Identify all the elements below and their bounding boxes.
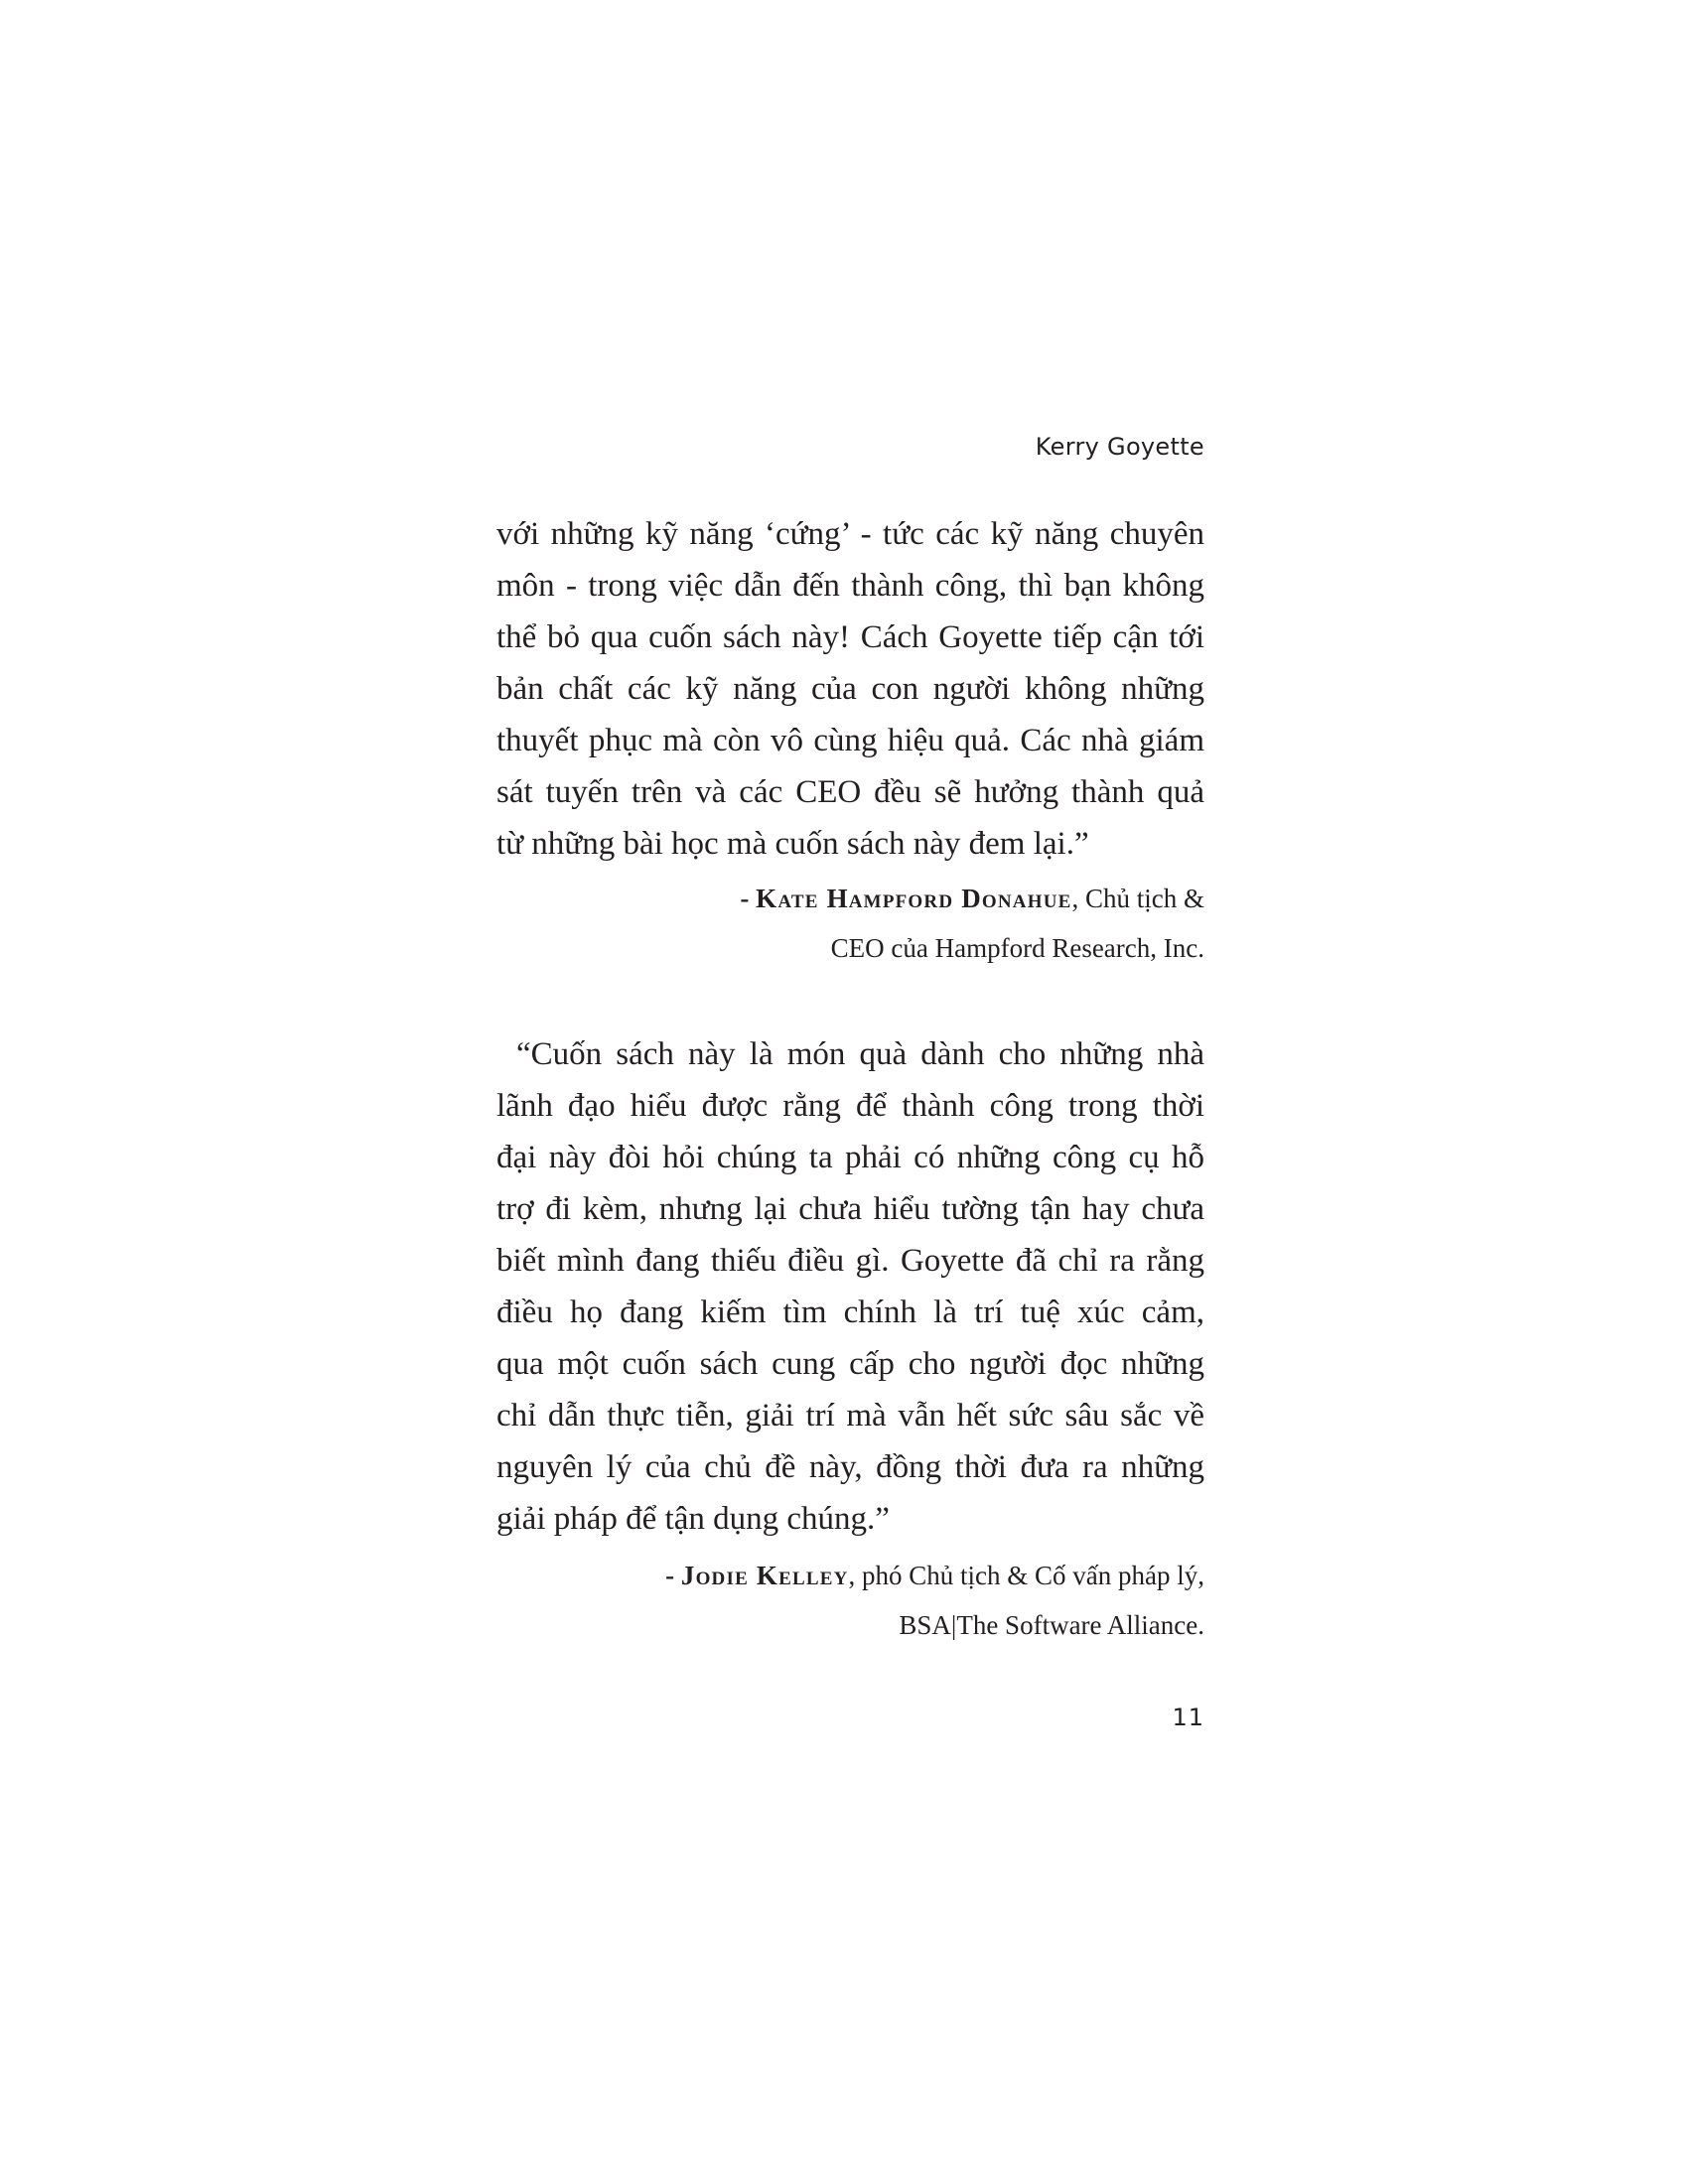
quote-2-line: lãnh đạo hiểu được rằng để thành công trong thời xyxy=(496,1088,1204,1124)
page-number: 11 xyxy=(1172,1704,1204,1731)
quote-1-line: với những kỹ năng ‘cứng’ - tức các kỹ năng chuyên xyxy=(496,516,1204,552)
quote-2-line: “Cuốn sách này là món quà dành cho những nhà xyxy=(516,1036,1204,1072)
attribution-role: , Chủ tịch & xyxy=(1071,884,1204,913)
quote-1-attribution xyxy=(740,874,1204,973)
quote-2-line: trợ đi kèm, nhưng lại chưa hiểu tường tận hay chưa xyxy=(496,1191,1204,1227)
quote-2-body xyxy=(496,1028,1204,1545)
attribution-line xyxy=(665,1551,1204,1600)
running-header-author: Kerry Goyette xyxy=(1035,433,1204,461)
quote-1-line: thể bỏ qua cuốn sách này! Cách Goyette tiếp cận tới xyxy=(496,619,1204,655)
attribution-affiliation: CEO của Hampford Research, Inc. xyxy=(830,933,1204,963)
attribution-line xyxy=(740,874,1204,923)
quote-1-line: môn - trong việc dẫn đến thành công, thì bạn không xyxy=(496,568,1204,604)
quote-1-line: bản chất các kỹ năng của con người không những xyxy=(496,671,1204,707)
quote-2-line: điều họ đang kiếm tìm chính là trí tuệ xúc cảm, xyxy=(496,1295,1204,1330)
quote-1-line: sát tuyến trên và các CEO đều sẽ hưởng thành quả xyxy=(496,774,1204,810)
attribution-affiliation: BSA|The Software Alliance. xyxy=(899,1610,1204,1640)
attribution-dash: - xyxy=(740,884,757,913)
quote-2-line: nguyên lý của chủ đề này, đồng thời đưa ra những xyxy=(496,1449,1204,1485)
quote-2-line: đại này đòi hỏi chúng ta phải có những công cụ hỗ xyxy=(496,1140,1204,1175)
attribution-name: Kate Hampford Donahue xyxy=(756,884,1072,913)
quote-2-line: chỉ dẫn thực tiễn, giải trí mà vẫn hết sức sâu sắc về xyxy=(496,1398,1204,1433)
attribution-name: Jodie Kelley xyxy=(680,1561,849,1590)
quote-2-attribution xyxy=(665,1551,1204,1650)
quote-2-line: giải pháp để tận dụng chúng.” xyxy=(496,1501,890,1537)
quote-2-line: biết mình đang thiếu điều gì. Goyette đã chỉ ra rằng xyxy=(496,1243,1204,1279)
attribution-dash: - xyxy=(665,1561,681,1590)
quote-2-line: qua một cuốn sách cung cấp cho người đọc những xyxy=(496,1346,1204,1382)
attribution-role: , phó Chủ tịch & Cố vấn pháp lý, xyxy=(848,1561,1204,1590)
quote-1-body xyxy=(496,508,1204,870)
quote-1-line: từ những bài học mà cuốn sách này đem lại.” xyxy=(496,826,1089,862)
quote-1-line: thuyết phục mà còn vô cùng hiệu quả. Các nhà giám xyxy=(496,723,1204,758)
